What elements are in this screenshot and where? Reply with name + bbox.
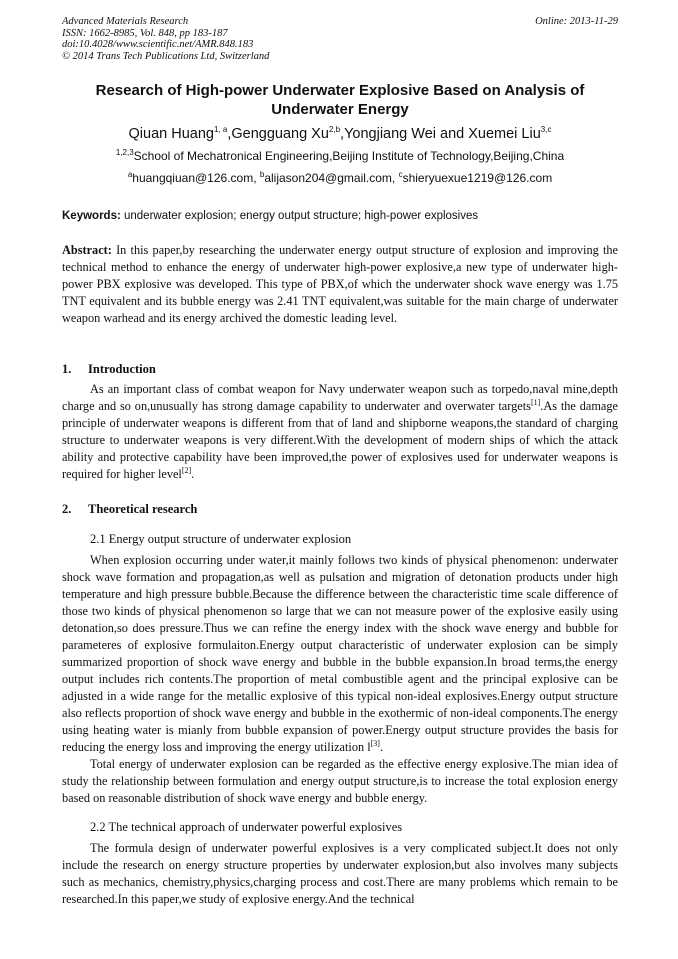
section-number: 1. (62, 362, 72, 376)
author-sup: 1, a (213, 125, 228, 135)
email-sup: c (398, 170, 403, 179)
author-line: Qiuan Huang$^{1, a}$,Gengguang Xu$^{2,b}$,Yongjiang Wei and Xuemei Liu$^{3,c}$ (128, 125, 552, 142)
paragraph-text: .As the damage principle of underwater weapons is different from that of land and shipborne weapons,the standard of charging structure to underwater weapons is very different.With the development of modern ships of which the attack ability and protective capability have been improved,the power of explosives used for underwater weapons is required for higher level (62, 399, 618, 481)
citation: [2] (181, 465, 192, 475)
author-name: Gengguang Xu (231, 126, 329, 142)
section-title: Introduction (88, 362, 156, 376)
affiliation (62, 149, 618, 164)
paragraph-text: As an important class of combat weapon for Navy underwater weapon such as torpedo,naval mine,depth charge and so on,unusually has strong damage capability to underwater and overwater targets (62, 382, 618, 413)
email-link[interactable]: huangqiuan@126.com (132, 171, 254, 185)
online-date: Online: 2013-11-29 (535, 16, 618, 27)
paragraph-text: . (191, 467, 195, 481)
citation: [3] (370, 738, 380, 748)
issn-line: ISSN: 1662-8985, Vol. 848, pp 183-187 (62, 27, 228, 39)
email-link[interactable]: alijason204@gmail.com (264, 171, 392, 185)
section-title: Theoretical research (88, 502, 198, 516)
paragraph (62, 381, 618, 483)
keywords (62, 209, 618, 223)
affiliation-sup: 1,2,3 (115, 148, 134, 157)
section-heading-introduction (62, 361, 156, 377)
email-sup: a (127, 170, 133, 179)
theoretical-body-2 (62, 840, 618, 908)
paragraph (62, 552, 618, 756)
introduction-body (62, 381, 618, 483)
theoretical-body-1 (62, 552, 618, 807)
email-line: $^a$huangqiuan@126.com, $^b$alijason204@gmail.com, $^c$shieryuexue1219@126.com (127, 170, 553, 185)
abstract-label: Abstract: (62, 243, 112, 257)
copyright-line: © 2014 Trans Tech Publications Ltd, Switzerland (62, 50, 270, 62)
keywords-label: Keywords: (62, 210, 121, 222)
author-name: Yongjiang Wei and Xuemei Liu (344, 126, 541, 142)
email-link[interactable]: shieryuexue1219@126.com (402, 171, 553, 185)
abstract-text: In this paper,by researching the underwater energy output structure of explosion and improving the technical method to enhance the energy of underwater high-power explosive,a new type of underwater high-power PBX explosive was developed. This type of PBX,of which the underwater shock wave energy was 1.75 TNT equivalent and its bubble energy was 2.41 TNT equivalent,was suitable for the main charge of underwater weapon warhead and its energy archived the domestic leading level. (62, 243, 618, 325)
doi-line: doi:10.4028/www.scientific.net/AMR.848.183 (62, 39, 254, 50)
section-heading-theoretical (62, 501, 197, 517)
paper-title: Research of High-power Underwater Explosive Based on Analysis of Underwater Energy (95, 82, 585, 118)
subsection-2-2: 2.2 The technical approach of underwater powerful explosives (90, 820, 403, 834)
author-sup: 3,c (540, 125, 552, 135)
author-name: Qiuan Huang (128, 126, 214, 142)
citation: [1] (530, 397, 541, 407)
paragraph-text: When explosion occurring under water,it mainly follows two kinds of physical phenomenon: underwater shock wave formation and propagation,as well as pulsation and migration of detonation products under high temperature and high pressure bubble.Because the difference between the characteristic time scale difference of those two kinds of physical phenomenon so large that we can not measure power of the explosive easily using detonation,so does pressure.Thus we can refine the energy index with the shock wave energy and bubble for parameteres of explosive formulaiton.Energy output characteristic of underwater explosion can be simply summarized proportion of shock wave energy and bubble in the bubble expansion.In broad terms,the energy output includes rich contents.The proportion of metal combustible agent and the principal explosive can be adjusted in a wide range for the metallic explosive of this typical non-ideal explosives.Energy output structure also reflects proportion of shock wave energy and bubble in the exothermic of non-ideal components.The energy using heating water is mianly from bubble expansion of power.Energy output structure provides the basis for reducing the energy loss and improving the energy utilization l (62, 553, 618, 754)
subsection-2-1: 2.1 Energy output structure of underwater explosion (90, 532, 352, 546)
affiliation-text: School of Mechatronical Engineering,Beijing Institute of Technology,Beijing,China (133, 149, 565, 163)
email-sup: b (259, 170, 265, 179)
author-sup: 2,b (328, 125, 341, 135)
abstract (62, 242, 618, 327)
keywords-text: underwater explosion; energy output structure; high-power explosives (120, 210, 479, 222)
paragraph: Total energy of underwater explosion can be regarded as the effective energy explosive.The mian idea of study the relationship between formulation and energy output structure,is to increase the total explosion energy based on reasonable distribution of shock wave energy and bubble energy. (62, 757, 618, 805)
paragraph: The formula design of underwater powerful explosives is a very complicated subject.It does not only include the research on energy structure properties by underwater explosion,but also involves many subjects such as mechanics, chemistry,physics,charging process and cost.There are many problems which remain to be researched.In this paper,we study of explosive energy.And the technical (62, 841, 618, 906)
journal-header (62, 16, 618, 62)
paragraph-text: . (379, 740, 384, 754)
section-number: 2. (62, 502, 72, 516)
journal-name: Advanced Materials Research (62, 16, 189, 27)
